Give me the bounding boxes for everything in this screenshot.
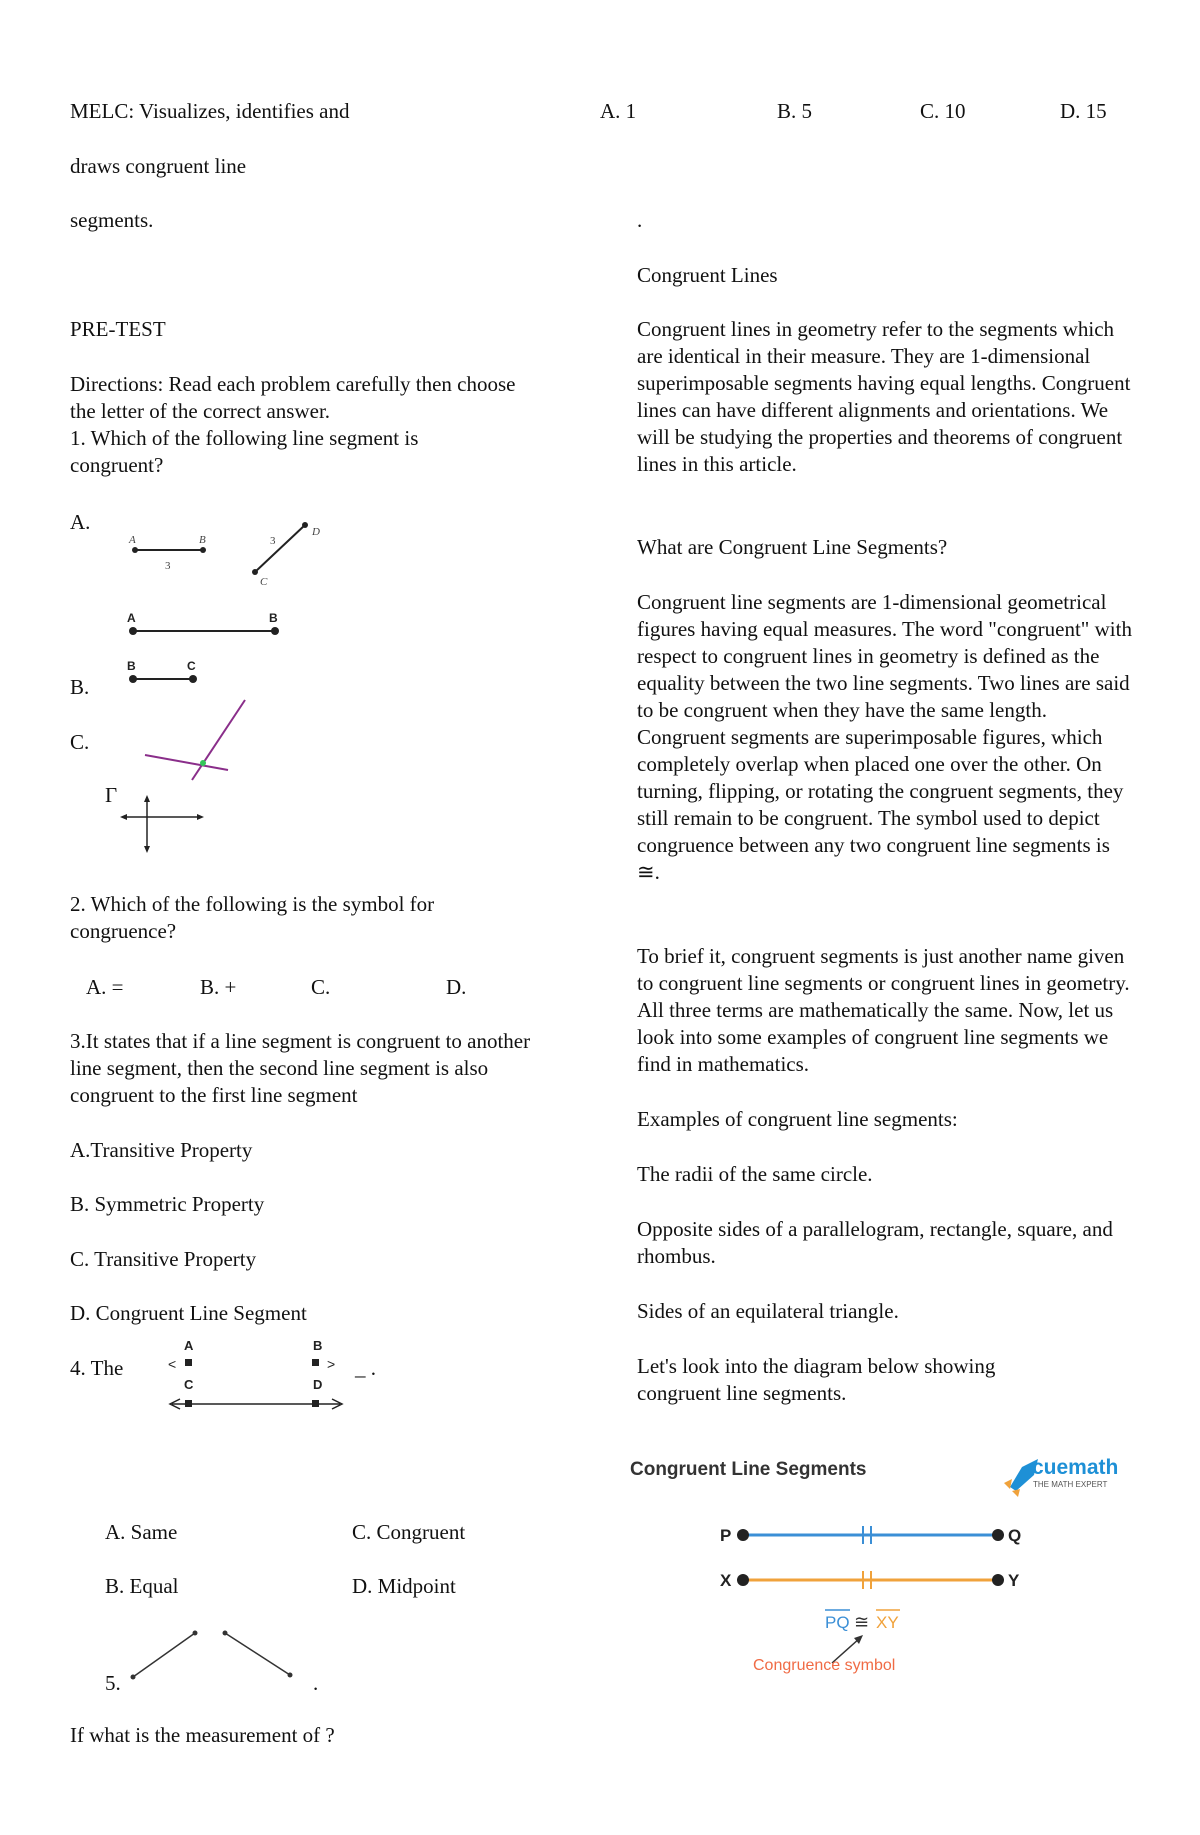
- question-5-end: .: [313, 1671, 319, 1695]
- q4-option-c: C. Congruent: [352, 1520, 466, 1544]
- seg-b-point-a: A: [127, 611, 136, 625]
- section-title: Congruent Lines: [637, 263, 778, 287]
- answer-c: C. 10: [920, 99, 966, 123]
- q1-option-b-figure: [115, 607, 295, 692]
- q1-option-a-figure: [115, 515, 330, 590]
- melc-line-3: segments.: [70, 208, 154, 232]
- brand-tagline: THE MATH EXPERT: [1033, 1480, 1108, 1489]
- seg-a2-length: 3: [270, 535, 276, 547]
- point-y: Y: [1008, 1571, 1020, 1590]
- what-heading: What are Congruent Line Segments?: [637, 535, 948, 559]
- point-p: P: [720, 1526, 732, 1545]
- point-x: X: [720, 1571, 732, 1590]
- q5-figure: [125, 1615, 300, 1685]
- example-2: Opposite sides of a parallelogram, rectangle, square, and rhombus.: [637, 1217, 1113, 1268]
- q1-option-c-figure: [140, 695, 250, 795]
- question-2: 2. Which of the following is the symbol for congruence?: [70, 892, 435, 943]
- seg-b2-point-c: C: [187, 659, 196, 673]
- q2-option-b: B. +: [200, 975, 237, 999]
- diagram-intro: Let's look into the diagram below showing congruent line segments.: [637, 1354, 996, 1405]
- seg-b2-point-b: B: [127, 659, 136, 673]
- directions: Directions: Read each problem carefully then choose the letter of the correct answer.: [70, 372, 516, 423]
- seg-a-point-b: B: [199, 534, 206, 546]
- q2-option-c: C.: [311, 975, 331, 999]
- q1-option-d-label: Γ: [105, 783, 118, 807]
- q4-point-a: A: [184, 1338, 194, 1353]
- example-1: The radii of the same circle.: [637, 1162, 873, 1186]
- q4-point-d: D: [313, 1377, 323, 1392]
- point-q: Q: [1008, 1526, 1022, 1545]
- examples-heading: Examples of congruent line segments:: [637, 1107, 958, 1131]
- seg-a2-point-d: D: [312, 526, 320, 538]
- q1-option-d-figure: [120, 795, 205, 855]
- congruence-symbol: ≅: [854, 1612, 870, 1632]
- answer-a: A. 1: [600, 99, 637, 123]
- svg-text:<: <: [168, 1356, 177, 1372]
- q1-option-c-label: C.: [70, 730, 90, 754]
- congruent-segments-diagram: [620, 1445, 1140, 1685]
- what-paragraph: Congruent line segments are 1-dimensional geometrical figures having equal measures. The word "congruent" with respect to congruent lines in geometry is defined as the equality between the two line segments. Two lines are said to be congruent when they have the same length. Congruent segments are superimposable figures, which completely overlap when placed one over the other. On turning, flipping, or rotating the congruent segments, they still remain to be congruent. The symbol used to depict congruence between any two congruent line segments is ≅.: [637, 590, 1132, 884]
- q3-option-c: C. Transitive Property: [70, 1247, 257, 1271]
- seg-a2-point-c: C: [260, 576, 268, 588]
- q3-option-b: B. Symmetric Property: [70, 1192, 265, 1216]
- question-3: 3.It states that if a line segment is congruent to another line segment, then the second line segment is also congruent to the first line segment: [70, 1029, 531, 1107]
- segment-xy: XY: [876, 1613, 899, 1632]
- q4-figure: [140, 1335, 360, 1413]
- question-1: 1. Which of the following line segment is congruent?: [70, 426, 419, 477]
- example-3: Sides of an equilateral triangle.: [637, 1299, 899, 1323]
- melc-line-2: draws congruent line: [70, 154, 247, 178]
- q4-point-c: C: [184, 1377, 194, 1392]
- answer-b: B. 5: [777, 99, 813, 123]
- svg-text:>: >: [327, 1356, 336, 1372]
- q4-option-a: A. Same: [105, 1520, 178, 1544]
- question-5: 5.: [105, 1671, 121, 1695]
- pretest-heading: PRE-TEST: [70, 317, 166, 341]
- q3-option-a: A.Transitive Property: [70, 1138, 253, 1162]
- q3-option-d: D. Congruent Line Segment: [70, 1301, 307, 1325]
- congruence-caption: Congruence symbol: [753, 1657, 896, 1674]
- brand-name: cuemath: [1032, 1456, 1119, 1479]
- diagram-title: Congruent Line Segments: [630, 1459, 867, 1480]
- answer-d: D. 15: [1060, 99, 1107, 123]
- q1-option-b-label: B.: [70, 675, 90, 699]
- intro-paragraph: Congruent lines in geometry refer to the segments which are identical in their measure. They are 1-dimensional superimposable segments having equal lengths. Congruent lines can have different alignments and orientations. We will be studying the properties and theorems of congruent lines in this article.: [637, 317, 1131, 476]
- question-5-prompt: If what is the measurement of ?: [70, 1723, 335, 1747]
- question-4: 4. The: [70, 1356, 124, 1380]
- segment-pq: PQ: [825, 1613, 850, 1632]
- stray-dot: .: [637, 208, 643, 232]
- melc-line-1: MELC: Visualizes, identifies and: [70, 99, 350, 123]
- q4-option-d: D. Midpoint: [352, 1574, 456, 1598]
- seg-a-length: 3: [165, 560, 171, 572]
- q2-option-a: A. =: [86, 975, 124, 999]
- seg-b-point-b: B: [269, 611, 278, 625]
- q4-option-b: B. Equal: [105, 1574, 179, 1598]
- q1-option-a-label: A.: [70, 510, 91, 534]
- seg-a-point-a: A: [129, 534, 136, 546]
- q2-option-d: D.: [446, 975, 467, 999]
- q4-point-b: B: [313, 1338, 323, 1353]
- brief-paragraph: To brief it, congruent segments is just another name given to congruent line segments or congruent lines in geometry. All three terms are mathematically the same. Now, let us look into some examples of congruent line segments we find in mathematics.: [637, 944, 1130, 1076]
- question-4-end: _ .: [355, 1356, 376, 1380]
